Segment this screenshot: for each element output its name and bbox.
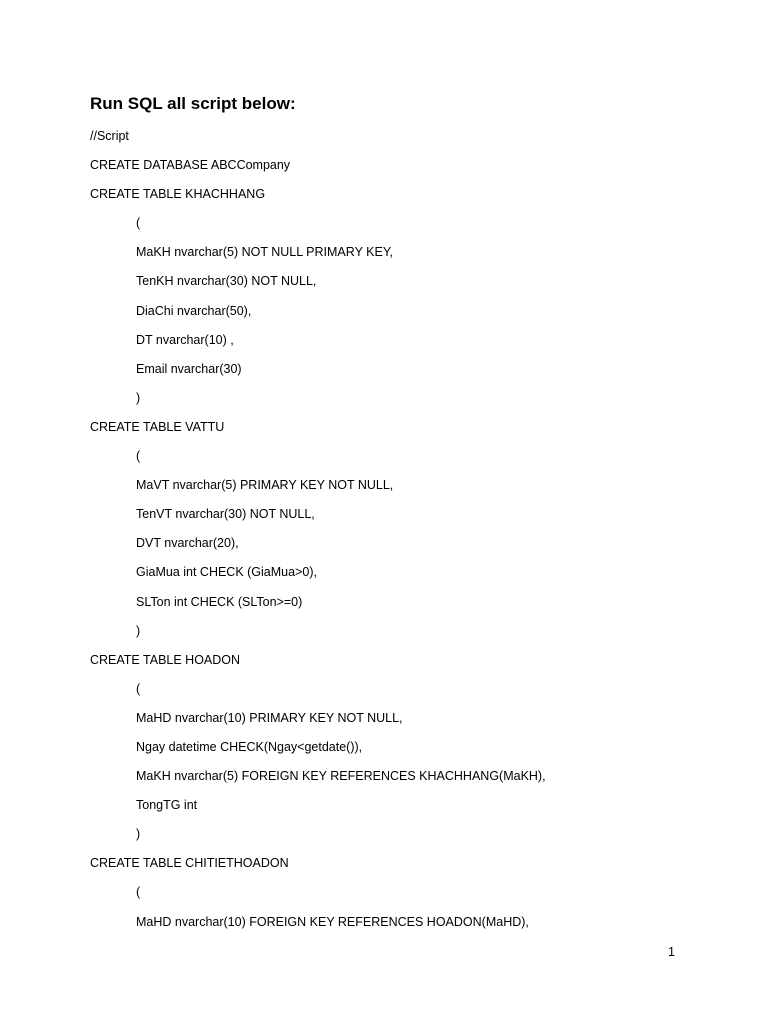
script-line: MaKH nvarchar(5) FOREIGN KEY REFERENCES KHACHHANG(MaKH),	[136, 769, 546, 784]
script-line: CREATE TABLE HOADON	[90, 652, 241, 667]
script-line: CREATE DATABASE ABCCompany	[90, 158, 291, 173]
script-line: SLTon int CHECK (SLTon>=0)	[136, 594, 303, 609]
script-line: MaVT nvarchar(5) PRIMARY KEY NOT NULL,	[136, 478, 394, 493]
script-line: MaHD nvarchar(10) FOREIGN KEY REFERENCES HOADON(MaHD),	[136, 914, 529, 929]
script-line: GiaMua int CHECK (GiaMua>0),	[136, 565, 317, 580]
script-line: )	[136, 827, 141, 842]
script-line: CREATE TABLE VATTU	[90, 419, 225, 434]
script-line: DVT nvarchar(20),	[136, 536, 239, 551]
script-line: TongTG int	[136, 798, 198, 813]
script-line: (	[136, 885, 141, 900]
page-number: 1	[668, 945, 675, 959]
script-line: )	[136, 390, 141, 405]
script-line: TenKH nvarchar(30) NOT NULL,	[136, 274, 317, 289]
script-line: MaKH nvarchar(5) NOT NULL PRIMARY KEY,	[136, 245, 394, 260]
script-line: MaHD nvarchar(10) PRIMARY KEY NOT NULL,	[136, 710, 403, 725]
document-heading: Run SQL all script below:	[90, 94, 296, 113]
script-line: )	[136, 623, 141, 638]
script-line: (	[136, 449, 141, 464]
script-line: CREATE TABLE CHITIETHOADON	[90, 856, 289, 871]
script-line: Email nvarchar(30)	[136, 361, 242, 376]
script-line: DiaChi nvarchar(50),	[136, 303, 252, 318]
script-line: (	[136, 681, 141, 696]
script-line: (	[136, 216, 141, 231]
sql-script-lines	[90, 126, 546, 941]
script-line: DT nvarchar(10) ,	[136, 332, 234, 347]
script-line: TenVT nvarchar(30) NOT NULL,	[136, 507, 315, 522]
script-line: CREATE TABLE KHACHHANG	[90, 187, 266, 202]
script-line: Ngay datetime CHECK(Ngay<getdate()),	[136, 739, 363, 754]
script-line: //Script	[90, 129, 129, 143]
